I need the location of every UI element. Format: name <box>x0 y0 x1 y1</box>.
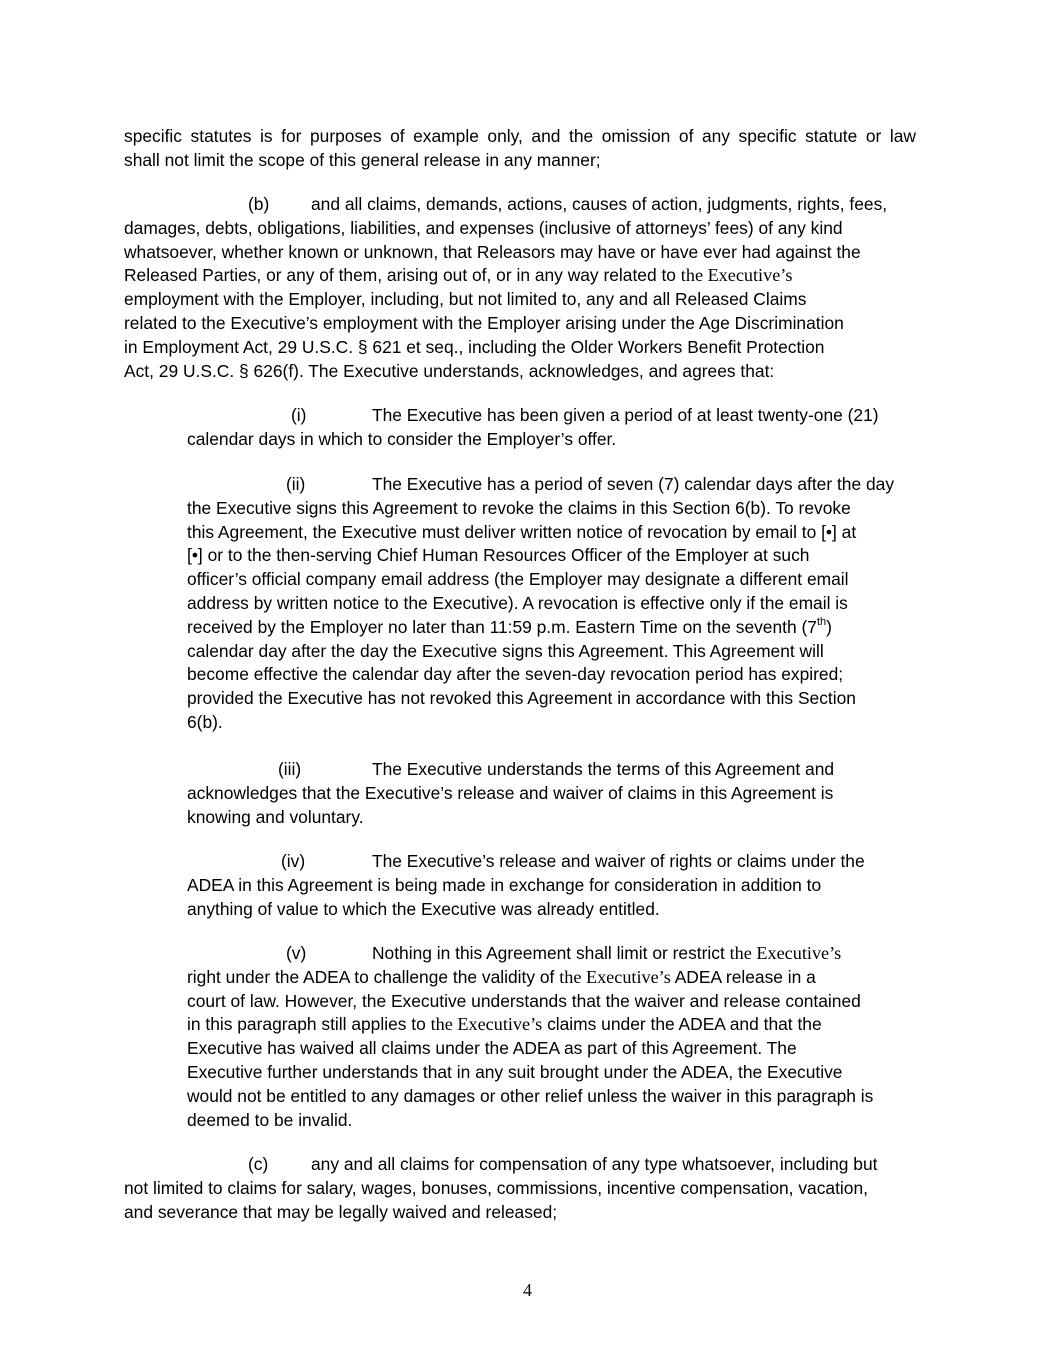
item-v-line-2-serif: the Executive’s <box>559 966 671 987</box>
section-b-paragraph <box>124 193 924 383</box>
item-i-paragraph <box>187 404 927 452</box>
intro-line-1: specific statutes is for purposes of example only, and the omission of any specific statute or law <box>124 126 916 146</box>
item-ii-paragraph <box>187 473 927 735</box>
section-b-first-text: and all claims, demands, actions, causes of action, judgments, rights, fees, <box>311 194 888 214</box>
item-v-first-text: Nothing in this Agreement shall limit or restrict <box>372 943 730 963</box>
page-number: 4 <box>523 1280 532 1300</box>
section-c-line-2: not limited to claims for salary, wages, bonuses, commissions, incentive compensation, vacation, <box>124 1177 868 1198</box>
item-ii-marker: (ii) <box>286 474 306 494</box>
item-iv-paragraph <box>187 850 927 921</box>
item-iii-paragraph <box>187 758 927 829</box>
item-ii-line-11: 6(b). <box>187 711 223 732</box>
item-i-line-2: calendar days in which to consider the Employer’s offer. <box>187 428 617 449</box>
item-ii-line-2: the Executive signs this Agreement to revoke the claims in this Section 6(b). To revoke <box>187 497 851 518</box>
section-b-line-4-text: Released Parties, or any of them, arising out of, or in any way related to <box>124 265 681 286</box>
item-iii-marker: (iii) <box>278 759 302 779</box>
intro-line-2: shall not limit the scope of this general release in any manner; <box>124 149 601 170</box>
section-b-line-8: Act, 29 U.S.C. § 626(f). The Executive understands, acknowledges, and agrees that: <box>124 360 775 381</box>
item-iii-first-line <box>187 758 927 782</box>
item-ii-line-8: calendar day after the day the Executive signs this Agreement. This Agreement will <box>187 640 824 661</box>
item-ii-line-7-close: ) <box>826 616 832 637</box>
item-v-first-line <box>187 942 932 966</box>
item-ii-line-10: provided the Executive has not revoked this Agreement in accordance with this Section <box>187 688 856 709</box>
item-i-first-text: The Executive has been given a period of at least twenty-one (21) <box>372 405 879 425</box>
item-ii-line-3: this Agreement, the Executive must deliver written notice of revocation by email to [•] at <box>187 521 857 542</box>
item-iv-first-text: The Executive’s release and waiver of rights or claims under the <box>372 851 865 871</box>
section-b-line-6: related to the Executive’s employment with the Employer arising under the Age Discrimination <box>124 312 844 333</box>
item-iv-line-2: ADEA in this Agreement is being made in exchange for consideration in addition to <box>187 874 822 895</box>
item-ii-line-6: address by written notice to the Executive). A revocation is effective only if the email is <box>187 592 848 613</box>
item-v-first-serif: the Executive’s <box>729 943 842 963</box>
item-iv-line-3: anything of value to which the Executive was already entitled. <box>187 898 660 919</box>
section-c-marker: (c) <box>248 1154 269 1174</box>
item-ii-line-7-text: received by the Employer no later than 11:59 p.m. Eastern Time on the seventh (7 <box>187 616 817 637</box>
item-v-line-3: court of law. However, the Executive understands that the waiver and release contained <box>187 990 861 1011</box>
section-c-paragraph <box>124 1153 934 1224</box>
item-v-line-4-after: claims under the ADEA and that the <box>542 1014 822 1035</box>
section-b-line-2: damages, debts, obligations, liabilities, and expenses (inclusive of attorneys’ fees) of any kind <box>124 217 843 238</box>
item-iv-marker: (iv) <box>281 851 306 871</box>
item-ii-first-text: The Executive has a period of seven (7) calendar days after the day <box>372 474 895 494</box>
item-v-line-8: deemed to be invalid. <box>187 1109 353 1130</box>
section-b-line-7: in Employment Act, 29 U.S.C. § 621 et seq., including the Older Workers Benefit Protection <box>124 336 825 357</box>
item-iv-first-line <box>187 850 927 874</box>
item-v-line-5: Executive has waived all claims under the ADEA as part of this Agreement. The <box>187 1038 797 1059</box>
item-v-line-2-after: ADEA release in a <box>670 966 816 987</box>
item-iii-line-3: knowing and voluntary. <box>187 806 364 827</box>
section-b-line-3: whatsoever, whether known or unknown, that Releasors may have or have ever had against the <box>124 241 861 262</box>
item-ii-first-line <box>187 473 927 497</box>
item-v-marker: (v) <box>286 943 307 963</box>
item-ii-line-7-sup: th <box>816 615 827 628</box>
item-v-line-2-text: right under the ADEA to challenge the validity of <box>187 966 560 987</box>
item-iii-line-2: acknowledges that the Executive’s release and waiver of claims in this Agreement is <box>187 782 834 803</box>
item-v-line-6: Executive further understands that in any suit brought under the ADEA, the Executive <box>187 1061 843 1082</box>
section-b-line-4 <box>124 264 924 288</box>
item-v-line-7: would not be entitled to any damages or other relief unless the waiver in this paragraph is <box>187 1085 874 1106</box>
item-v-line-4-text: in this paragraph still applies to <box>187 1014 431 1035</box>
item-v-line-4 <box>187 1013 932 1037</box>
item-ii-line-9: become effective the calendar day after the seven-day revocation period has expired; <box>187 664 844 685</box>
section-b-line-5: employment with the Employer, including, but not limited to, any and all Released Claims <box>124 289 807 310</box>
item-ii-line-7 <box>187 616 927 640</box>
item-v-line-4-serif: the Executive’s <box>430 1014 543 1035</box>
intro-paragraph <box>124 125 916 173</box>
section-c-first-line <box>124 1153 934 1177</box>
section-c-line-3: and severance that may be legally waived and released; <box>124 1201 558 1222</box>
section-b-first-line <box>124 193 924 217</box>
item-ii-line-5: officer’s official company email address (the Employer may designate a different email <box>187 569 849 590</box>
item-i-first-line <box>187 404 927 428</box>
item-i-marker: (i) <box>291 405 307 425</box>
section-b-marker: (b) <box>248 194 270 214</box>
item-iii-first-text: The Executive understands the terms of this Agreement and <box>372 759 835 779</box>
section-b-line-4-serif: the Executive’s <box>680 265 793 286</box>
item-v-paragraph <box>187 942 932 1132</box>
item-ii-line-4: [•] or to the then-serving Chief Human Resources Officer of the Employer at such <box>187 545 810 566</box>
item-v-line-2 <box>187 966 932 990</box>
section-c-first-text: any and all claims for compensation of any type whatsoever, including but <box>311 1154 878 1174</box>
